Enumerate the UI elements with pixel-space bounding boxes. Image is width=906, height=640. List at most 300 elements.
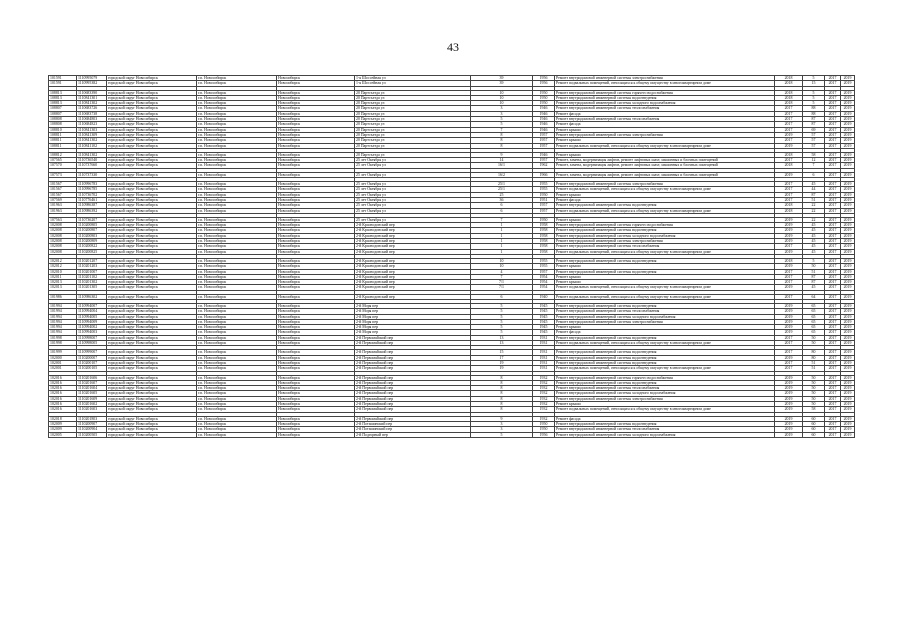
table-cell: 1945 (533, 303, 555, 308)
table-cell: 2017 (775, 111, 803, 116)
table-cell: 108807 (49, 111, 77, 116)
table-cell: 1955 (533, 264, 555, 269)
table-cell: 1 (471, 249, 533, 254)
table-cell: 1110200822 (77, 244, 107, 249)
table-cell: городской округ Новосибирск (107, 244, 197, 249)
table-cell: 2017 (775, 244, 803, 249)
table-cell: г.п. Новосибирск (197, 101, 277, 106)
table-cell: 2-й Краснодонский пер (355, 280, 471, 285)
table-cell: 2019 (841, 375, 855, 380)
table-cell: 1110998005 (77, 341, 107, 346)
table-cell: 2-й Первомайский пер (355, 391, 471, 396)
table-cell: 87 (803, 192, 825, 197)
table-cell: 2-й Краснодонский пер (355, 264, 471, 269)
table-cell: 1931 (533, 341, 555, 346)
table-cell: Новосибирск (277, 319, 355, 324)
table-cell: 3 (471, 421, 533, 426)
table-cell: 2018 (775, 152, 803, 157)
table-cell: 1946 (533, 152, 555, 157)
table-cell: 2-й Первомайский пер (355, 355, 471, 360)
table-cell: 19 (471, 360, 533, 365)
table-cell: Ремонт крыши (555, 192, 775, 197)
table-cell: 2017 (825, 132, 841, 137)
table-cell: 1951 (533, 197, 555, 202)
data-table (48, 75, 855, 438)
table-cell: 2017 (825, 416, 841, 421)
table-cell: 2-й Краснодонский пер (355, 223, 471, 228)
table-cell: 1950 (533, 427, 555, 432)
table-cell: 2-й Первомайский пер (355, 386, 471, 391)
table-cell: 2017 (825, 127, 841, 132)
table-cell: 2019 (775, 330, 803, 335)
table-cell: 2017 (825, 217, 841, 222)
table-cell: Ремонт крыши (555, 264, 775, 269)
table-cell: 2-й Первомайский пер (355, 416, 471, 421)
table-cell: Ремонт фасада (555, 330, 775, 335)
table-cell: Новосибирск (277, 407, 355, 412)
table-cell: 50 (803, 380, 825, 385)
table-cell: 80 (803, 355, 825, 360)
table-cell: 2019 (775, 239, 803, 244)
table-cell: 101963 (49, 208, 77, 213)
table-cell: 2017 (825, 95, 841, 100)
table-cell: г.п. Новосибирск (197, 386, 277, 391)
table-cell: 1966 (533, 172, 555, 177)
table-cell: Новосибирск (277, 375, 355, 380)
table-cell: Новосибирск (277, 95, 355, 100)
table-cell: 2017 (775, 117, 803, 122)
table-cell: Ремонт подвальных помещений, относящихся к общему имуществу в многоквартирном доме (555, 208, 775, 213)
table-cell: Ремонт, замена, модернизация лифтов, ремонт лифтовых шахт, машинных и блочных помещений (555, 172, 775, 177)
table-cell: 1954 (533, 274, 555, 279)
table-cell: 1-я Шоссейная ул (355, 76, 471, 81)
table-cell: 102016 (49, 402, 77, 407)
table-cell: 1950 (533, 101, 555, 106)
table-cell: 1110201602 (77, 402, 107, 407)
table-cell: 45 (803, 233, 825, 238)
table-cell: 2019 (841, 274, 855, 279)
table-cell: городской округ Новосибирск (107, 360, 197, 365)
table-cell: 2019 (775, 132, 803, 137)
table-cell: 2019 (841, 192, 855, 197)
table-cell: 1955 (533, 182, 555, 187)
table-cell: 108811 (49, 143, 77, 148)
table-cell: Новосибирск (277, 258, 355, 263)
table-cell: городской округ Новосибирск (107, 335, 197, 340)
table-cell: 25 лет Октября ул (355, 208, 471, 213)
table-cell: 2017 (825, 360, 841, 365)
table-cell: г.п. Новосибирск (197, 239, 277, 244)
table-cell: 20 Партсъезда ул (355, 127, 471, 132)
table-cell: Новосибирск (277, 421, 355, 426)
table-cell: 2-й Моря пер (355, 314, 471, 319)
table-cell: 2019 (841, 285, 855, 290)
table-cell: 102005 (49, 432, 77, 437)
table-cell: 5 (471, 325, 533, 330)
table-cell: Новосибирск (277, 117, 355, 122)
table-cell: Новосибирск (277, 172, 355, 177)
table-cell: 101999 (49, 350, 77, 355)
table-cell: 20 Партсъезда ул (355, 143, 471, 148)
table-cell: 87 (803, 122, 825, 127)
table-cell: 58 (803, 407, 825, 412)
table-cell: 108811 (49, 138, 77, 143)
table-cell: 102013 (49, 285, 77, 290)
table-cell: Ремонт внутридомовой инженерной системы горячего водоснабжения (555, 375, 775, 380)
table-cell: 58 (803, 152, 825, 157)
table-cell: 1110200904 (77, 427, 107, 432)
table-cell: г.п. Новосибирск (197, 203, 277, 208)
table-cell: 102012 (49, 258, 77, 263)
table-cell: г.п. Новосибирск (197, 95, 277, 100)
table-cell: городской округ Новосибирск (107, 81, 197, 86)
table-cell: 102009 (49, 427, 77, 432)
table-cell: 2017 (825, 325, 841, 330)
table-cell: 2017 (775, 187, 803, 192)
table-cell: 8 (471, 386, 533, 391)
table-cell: 2017 (825, 117, 841, 122)
table-cell: 2019 (775, 303, 803, 308)
table-cell: 64 (803, 294, 825, 299)
table-cell: г.п. Новосибирск (197, 355, 277, 360)
table-cell: 1950 (533, 192, 555, 197)
table-cell: Ремонт подвальных помещений, относящихся к общему имуществу в многоквартирном доме (555, 294, 775, 299)
table-cell: Новосибирск (277, 152, 355, 157)
table-cell: г.п. Новосибирск (197, 366, 277, 371)
table-cell: 2019 (775, 421, 803, 426)
table-cell: 57 (803, 143, 825, 148)
table-cell: 1958 (533, 228, 555, 233)
table-cell: 1110200907 (77, 421, 107, 426)
table-cell: 2019 (841, 396, 855, 401)
table-cell: г.п. Новосибирск (197, 303, 277, 308)
table-cell: Ремонт подвальных помещений, относящихся к общему имуществу в многоквартирном доме (555, 187, 775, 192)
table-cell: 25 лет Октября ул (355, 217, 471, 222)
table-cell: 1110200825 (77, 249, 107, 254)
table-cell: 2-й Краснодонский пер (355, 249, 471, 254)
table-cell: Ремонт внутридомовой инженерной системы теплоснабжения (555, 117, 775, 122)
table-cell: Ремонт фасада (555, 416, 775, 421)
table-cell: 2019 (775, 375, 803, 380)
table-cell: 2019 (775, 416, 803, 421)
table-cell: 3 (471, 111, 533, 116)
table-cell: 1110841302 (77, 152, 107, 157)
table-cell: Ремонт внутридомовой инженерной системы водоотведения (555, 421, 775, 426)
table-cell: 2019 (841, 90, 855, 95)
table-cell: 2017 (775, 366, 803, 371)
table-cell: 1110201607 (77, 380, 107, 385)
table-cell: 1110200505 (77, 432, 107, 437)
table-cell: 45 (803, 223, 825, 228)
table-cell: 2019 (841, 76, 855, 81)
table-cell: г.п. Новосибирск (197, 228, 277, 233)
table-cell: 2019 (841, 432, 855, 437)
table-cell: 1110200107 (77, 360, 107, 365)
table-cell: 2019 (775, 355, 803, 360)
table-cell: Новосибирск (277, 197, 355, 202)
table-cell: городской округ Новосибирск (107, 396, 197, 401)
table-cell: г.п. Новосибирск (197, 127, 277, 132)
table-cell: Новосибирск (277, 203, 355, 208)
table-cell: 2017 (825, 341, 841, 346)
table-cell: 1931 (533, 335, 555, 340)
table-cell: 65 (803, 314, 825, 319)
table-cell: 1945 (533, 325, 555, 330)
table-cell: г.п. Новосибирск (197, 391, 277, 396)
table-cell: 2019 (841, 258, 855, 263)
table-cell: 50 (803, 375, 825, 380)
table-cell: 1946 (533, 117, 555, 122)
table-cell: 2019 (841, 380, 855, 385)
table-cell: 13 (471, 341, 533, 346)
table-cell: 101963 (49, 203, 77, 208)
table-cell: 8 (471, 132, 533, 137)
table-cell: Новосибирск (277, 366, 355, 371)
table-cell: 50 (803, 386, 825, 391)
table-cell: 2019 (841, 228, 855, 233)
table-cell: городской округ Новосибирск (107, 285, 197, 290)
table-cell: Новосибирск (277, 233, 355, 238)
table-cell: 5 (471, 314, 533, 319)
table-cell: 2-й Первомайский пер (355, 360, 471, 365)
table-cell: 8 (471, 375, 533, 380)
table-cell: 1932 (533, 407, 555, 412)
table-cell: 2017 (825, 197, 841, 202)
table-cell: Ремонт внутридомовой инженерной системы водоотведения (555, 269, 775, 274)
table-cell: Новосибирск (277, 264, 355, 269)
table-cell: 2017 (775, 192, 803, 197)
table-cell: 2-й Первомайский пер (355, 335, 471, 340)
table-cell: 2019 (841, 182, 855, 187)
table-cell: городской округ Новосибирск (107, 197, 197, 202)
table-cell: 1957 (533, 269, 555, 274)
table-cell: 1946 (533, 111, 555, 116)
table-cell: 1954 (533, 285, 555, 290)
table-cell: 1110201007 (77, 269, 107, 274)
table-cell: 2019 (841, 360, 855, 365)
table-cell: 9 (471, 416, 533, 421)
table-cell: 2017 (825, 152, 841, 157)
table-cell: 2-й Краснодонский пер (355, 294, 471, 299)
table-cell: 1110999007 (77, 350, 107, 355)
table-cell: 1950 (533, 90, 555, 95)
table-cell: 20 Партсъезда ул (355, 106, 471, 111)
table-cell: 1110841303 (77, 127, 107, 132)
table-cell: г.п. Новосибирск (197, 152, 277, 157)
table-cell: 13 (471, 335, 533, 340)
table-cell: 2019 (841, 264, 855, 269)
table-cell: 1110683726 (77, 106, 107, 111)
table-cell: 5 (803, 101, 825, 106)
table-cell: Ремонт подвальных помещений, относящихся к общему имуществу в многоквартирном доме (555, 285, 775, 290)
table-cell: 1110683390 (77, 90, 107, 95)
table-cell: 1946 (533, 127, 555, 132)
table-cell: 102008 (49, 228, 77, 233)
table-cell: 5 (471, 330, 533, 335)
table-cell: 10 (471, 101, 533, 106)
table-cell: г.п. Новосибирск (197, 319, 277, 324)
table-cell: городской округ Новосибирск (107, 223, 197, 228)
table-cell: 2018 (775, 90, 803, 95)
table-cell: 5 (471, 117, 533, 122)
table-cell: 1957 (533, 208, 555, 213)
table-cell: Ремонт внутридомовой инженерной системы водоотведения (555, 203, 775, 208)
table-cell: 2017 (775, 274, 803, 279)
table-cell: 1110994009 (77, 319, 107, 324)
table-cell: 8 (471, 396, 533, 401)
table-cell: 2-й Моря пер (355, 330, 471, 335)
table-cell: городской округ Новосибирск (107, 330, 197, 335)
table-cell: 25 (471, 192, 533, 197)
table-cell: Ремонт крыши (555, 274, 775, 279)
table-cell: 2-й Краснодонский пер (355, 285, 471, 290)
table-cell: 5 (803, 258, 825, 263)
table-cell: 2019 (775, 285, 803, 290)
table-cell: 2019 (841, 152, 855, 157)
table-cell: 2017 (825, 187, 841, 192)
table-cell: г.п. Новосибирск (197, 106, 277, 111)
table-cell: 1110841302 (77, 138, 107, 143)
table-cell: 1956 (533, 81, 555, 86)
table-cell: 2018 (775, 258, 803, 263)
table-cell: 50 (803, 391, 825, 396)
table-cell: 22 (803, 203, 825, 208)
table-cell: 2017 (825, 319, 841, 324)
table-cell: 108808 (49, 122, 77, 127)
table-cell: 8 (471, 138, 533, 143)
table-cell: 36 (471, 197, 533, 202)
table-cell: 16/2 (471, 172, 533, 177)
table-cell: 2019 (841, 233, 855, 238)
table-cell: Новосибирск (277, 208, 355, 213)
table-cell: Ремонт подвальных помещений, относящихся к общему имуществу в многоквартирном доме (555, 249, 775, 254)
table-cell: 2019 (841, 172, 855, 177)
table-cell: 57 (803, 132, 825, 137)
table-cell: г.п. Новосибирск (197, 122, 277, 127)
table-cell: 2019 (841, 386, 855, 391)
table-cell: 107573 (49, 172, 77, 177)
table-cell: 65 (803, 330, 825, 335)
table-cell: 102001 (49, 366, 77, 371)
table-cell: городской округ Новосибирск (107, 143, 197, 148)
table-cell: 108808 (49, 117, 77, 122)
table-cell: 2017 (825, 158, 841, 163)
table-cell: Ремонт фасада (555, 197, 775, 202)
table-cell: 7 (471, 217, 533, 222)
table-cell: 25 лет Октября ул (355, 192, 471, 197)
table-cell: г.п. Новосибирск (197, 309, 277, 314)
table-cell: 1110776461 (77, 197, 107, 202)
table-cell: 2017 (825, 163, 841, 168)
table-cell: г.п. Новосибирск (197, 76, 277, 81)
table-cell: г.п. Новосибирск (197, 223, 277, 228)
table-cell: 2017 (825, 138, 841, 143)
table-cell: Ремонт, замена, модернизация лифтов, ремонт лифтовых шахт, машинных и блочных помещений (555, 163, 775, 168)
table-cell: 2017 (825, 90, 841, 95)
table-cell: Ремонт внутридомовой инженерной системы горячего водоснабжения (555, 90, 775, 95)
table-cell: 1 (471, 223, 533, 228)
table-cell: Ремонт внутридомовой инженерной системы водоотведения (555, 303, 775, 308)
table-cell: 5 (471, 122, 533, 127)
table-cell: Новосибирск (277, 391, 355, 396)
table-cell: 17 (471, 355, 533, 360)
table-cell: 2017 (825, 380, 841, 385)
table-cell: г.п. Новосибирск (197, 407, 277, 412)
table-cell: городской округ Новосибирск (107, 341, 197, 346)
table-cell: 2017 (825, 402, 841, 407)
table-cell: 1 (471, 239, 533, 244)
table-cell: 2017 (825, 81, 841, 86)
table-cell: 1110996783 (77, 182, 107, 187)
table-cell: 25 лет Октября ул (355, 197, 471, 202)
table-cell: 5 (471, 319, 533, 324)
table-cell: 2-й Первомайский пер (355, 402, 471, 407)
table-cell: г.п. Новосибирск (197, 402, 277, 407)
table-cell: 2017 (825, 421, 841, 426)
table-cell: 50 (803, 396, 825, 401)
table-cell: 2017 (825, 375, 841, 380)
table-cell: 2017 (825, 350, 841, 355)
table-cell: городской округ Новосибирск (107, 172, 197, 177)
table-cell: 2017 (775, 280, 803, 285)
table-cell: 1110737330 (77, 172, 107, 177)
table-cell: городской округ Новосибирск (107, 407, 197, 412)
table-cell: 1946 (533, 122, 555, 127)
table-cell: 10 (471, 258, 533, 263)
table-cell: 101998 (49, 335, 77, 340)
table-cell: городской округ Новосибирск (107, 106, 197, 111)
table-cell: городской округ Новосибирск (107, 95, 197, 100)
table-cell: г.п. Новосибирск (197, 269, 277, 274)
table-cell: 2017 (825, 101, 841, 106)
table-cell: 1958 (533, 233, 555, 238)
table-cell: 2017 (775, 294, 803, 299)
table-cell: г.п. Новосибирск (197, 427, 277, 432)
table-cell: Ремонт внутридомовой инженерной системы водоотведения (555, 350, 775, 355)
table-cell: городской округ Новосибирск (107, 152, 197, 157)
table-cell: 2019 (841, 132, 855, 137)
table-cell: 2019 (775, 172, 803, 177)
table-cell: Новосибирск (277, 158, 355, 163)
table-cell: 2019 (841, 314, 855, 319)
table-cell: 1110200007 (77, 355, 107, 360)
table-cell: 2017 (825, 106, 841, 111)
table-cell: 1110986387 (77, 203, 107, 208)
table-cell: 2017 (825, 239, 841, 244)
table-cell: 101994 (49, 330, 77, 335)
table-cell: г.п. Новосибирск (197, 117, 277, 122)
table-cell: 102012 (49, 264, 77, 269)
table-cell: 20 Партсъезда ул (355, 101, 471, 106)
table-cell: 2-й Моря пер (355, 319, 471, 324)
table-cell: 1110201606 (77, 375, 107, 380)
table-cell: 1932 (533, 402, 555, 407)
table-cell: 102016 (49, 380, 77, 385)
table-cell: 2017 (825, 280, 841, 285)
table-cell: 1110994004 (77, 309, 107, 314)
table-cell: 2-й Краснодонский пер (355, 233, 471, 238)
table-cell: г.п. Новосибирск (197, 187, 277, 192)
table-cell: Новосибирск (277, 285, 355, 290)
table-cell: г.п. Новосибирск (197, 182, 277, 187)
table-cell: 2-й Первомайский пер (355, 350, 471, 355)
table-cell: 69 (803, 127, 825, 132)
table-cell: 15 (803, 81, 825, 86)
table-cell: 102001 (49, 360, 77, 365)
table-cell: 20 Партсъезда ул (355, 152, 471, 157)
table-cell: Ремонт внутридомовой инженерной системы холодного водоснабжения (555, 101, 775, 106)
table-cell: 1110201305 (77, 285, 107, 290)
